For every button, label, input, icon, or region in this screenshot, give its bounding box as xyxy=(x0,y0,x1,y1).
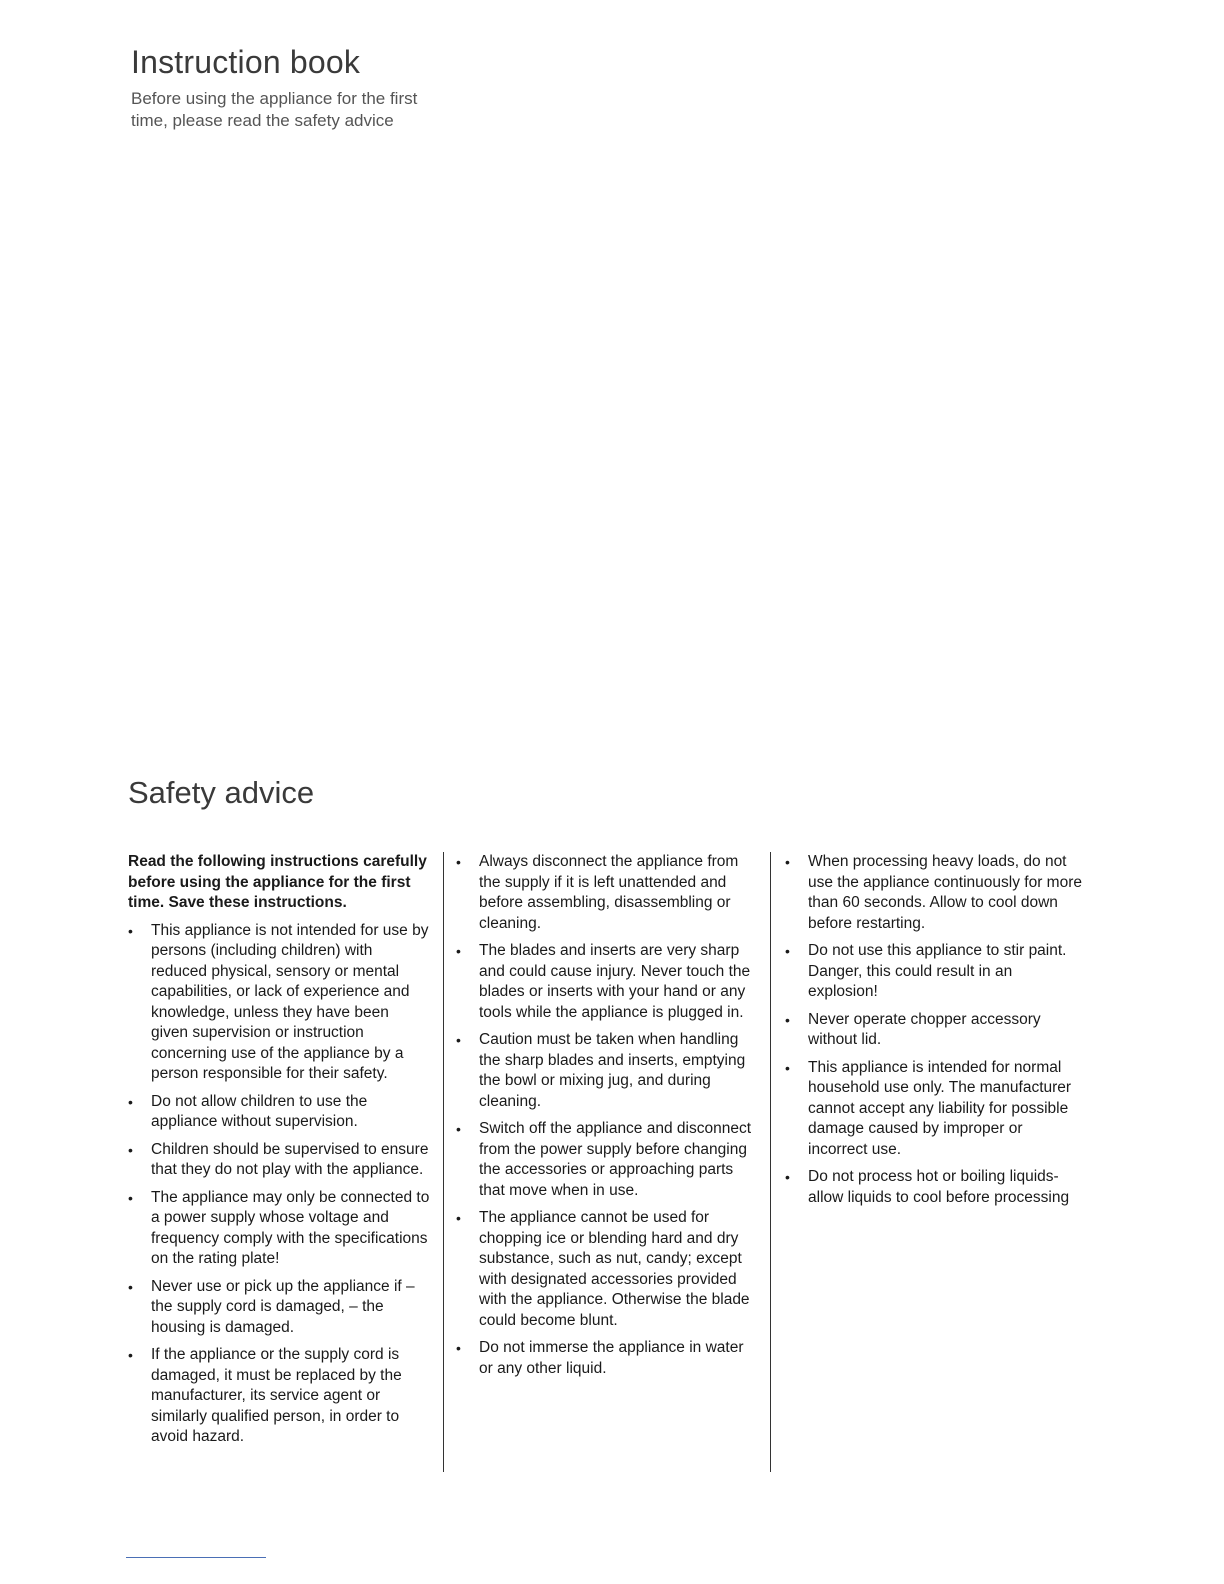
list-item xyxy=(456,1030,760,1112)
bullet-icon: • xyxy=(128,1093,133,1110)
bullet-icon: • xyxy=(785,943,790,959)
list-item xyxy=(456,1208,760,1331)
bullet-icon: • xyxy=(128,1347,133,1363)
list-item xyxy=(456,941,760,1023)
bullet-icon: • xyxy=(456,1032,461,1048)
list-item xyxy=(785,1167,1085,1208)
list-item-text: The appliance may only be connected to a power supply whose voltage and frequency comply with the specifications on the rating plate! xyxy=(151,1188,430,1267)
list-item-text: The blades and inserts are very sharp and could cause injury. Never touch the blades or inserts with your hand or any tools while the appliance is plugged in. xyxy=(479,942,751,1021)
safety-list-2 xyxy=(456,852,760,1379)
footer-divider xyxy=(126,1557,266,1558)
page-title: Instruction book xyxy=(131,44,361,80)
list-item-text: Caution must be taken when handling the sharp blades and inserts, emptying the bowl or mixing jug, and during cleaning. xyxy=(479,1031,746,1110)
safety-list-3 xyxy=(785,852,1085,1208)
bullet-icon: • xyxy=(456,854,461,870)
column-divider xyxy=(443,852,444,1472)
bullet-icon: • xyxy=(785,1169,790,1185)
bullet-icon: • xyxy=(785,854,790,870)
list-item xyxy=(128,921,430,1085)
list-item xyxy=(456,1119,760,1201)
bullet-icon: • xyxy=(128,922,133,939)
safety-list-1 xyxy=(128,921,430,1448)
bullet-icon: • xyxy=(456,1121,461,1137)
safety-column-2 xyxy=(456,852,760,1386)
list-item-text: If the appliance or the supply cord is damaged, it must be replaced by the manufacturer, its service agent or similarly qualified person, in order to avoid hazard. xyxy=(151,1346,402,1445)
list-item-text: Children should be supervised to ensure that they do not play with the appliance. xyxy=(151,1140,429,1178)
safety-intro: Read the following instructions carefully before using the appliance for the first time. Save these instructions. xyxy=(128,853,427,911)
list-item xyxy=(128,1140,430,1181)
bullet-icon: • xyxy=(128,1141,133,1158)
bullet-icon: • xyxy=(128,1189,133,1206)
bullet-icon: • xyxy=(785,1059,790,1076)
list-item xyxy=(785,852,1085,934)
list-item-text: The appliance cannot be used for chopping ice or blending hard and dry substance, such as nut, candy; except with designated accessories provided with the appliance. Otherwise the blade could become blunt. xyxy=(479,1209,750,1329)
list-item-text: Do not immerse the appliance in water or any other liquid. xyxy=(479,1339,744,1377)
bullet-icon: • xyxy=(456,1210,461,1226)
list-item-text: Never operate chopper accessory without lid. xyxy=(808,1010,1041,1048)
list-item xyxy=(128,1345,430,1448)
list-item-text: This appliance is not intended for use by persons (including children) with reduced physical, sensory or mental capabilities, or lack of experience and knowledge, unless they have been given supervision or instruction concerning use of the appliance by a person responsible for their safety. xyxy=(151,921,429,1082)
bullet-icon: • xyxy=(456,943,461,959)
page-subtitle: Before using the appliance for the first time, please read the safety advice xyxy=(131,89,418,130)
list-item-text: Never use or pick up the appliance if – the supply cord is damaged, – the housing is damaged. xyxy=(151,1277,415,1336)
list-item-text: Do not allow children to use the appliance without supervision. xyxy=(151,1092,368,1130)
bullet-icon: • xyxy=(456,1340,461,1356)
list-item xyxy=(128,1277,430,1339)
column-divider xyxy=(770,852,771,1472)
safety-column-1 xyxy=(128,852,430,1455)
list-item xyxy=(128,1092,430,1133)
bullet-icon: • xyxy=(785,1011,790,1028)
list-item xyxy=(785,1010,1085,1051)
safety-column-3 xyxy=(785,852,1085,1215)
list-item xyxy=(785,1058,1085,1161)
list-item xyxy=(456,852,760,934)
list-item xyxy=(456,1338,760,1379)
list-item-text: Do not use this appliance to stir paint. Danger, this could result in an explosion! xyxy=(808,942,1067,1000)
list-item-text: This appliance is intended for normal household use only. The manufacturer cannot accept any liability for possible damage caused by improper or incorrect use. xyxy=(808,1058,1072,1158)
list-item-text: Do not process hot or boiling liquids- allow liquids to cool before processing xyxy=(808,1168,1070,1206)
section-title-safety-advice: Safety advice xyxy=(128,775,315,810)
list-item-text: Always disconnect the appliance from the supply if it is left unattended and before assembling, disassembling or cleaning. xyxy=(479,853,739,932)
list-item xyxy=(128,1188,430,1270)
list-item xyxy=(785,941,1085,1003)
list-item-text: When processing heavy loads, do not use the appliance continuously for more than 60 seconds. Allow to cool down before restarting. xyxy=(808,853,1082,932)
bullet-icon: • xyxy=(128,1278,133,1295)
list-item-text: Switch off the appliance and disconnect from the power supply before changing the accessories or approaching parts that move when in use. xyxy=(479,1120,752,1199)
